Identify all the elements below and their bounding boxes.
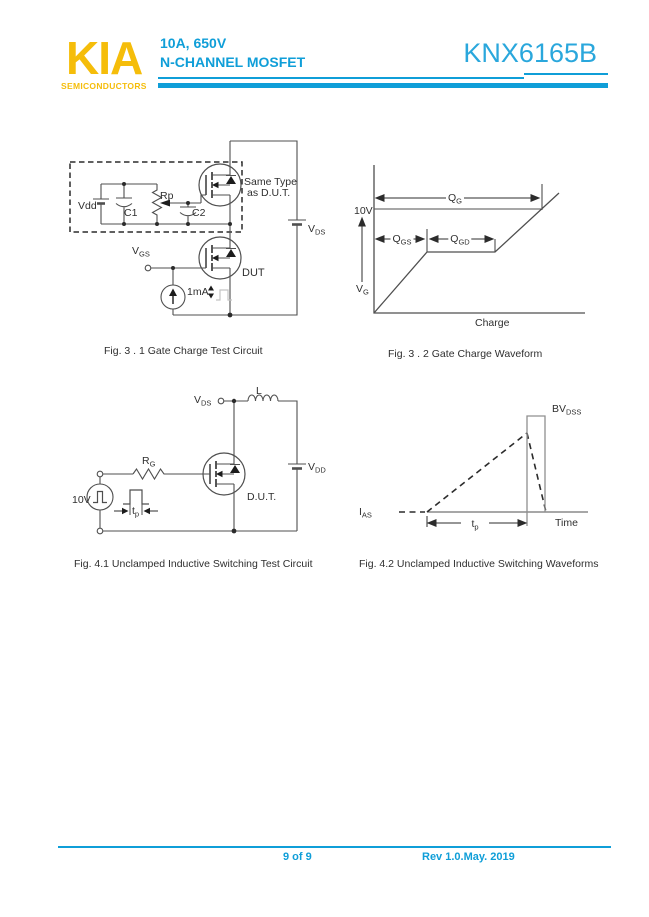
gate-charge-test-circuit-drawing	[60, 128, 350, 338]
tp-label: $t_p$	[471, 518, 479, 532]
vgs-terminal	[145, 265, 151, 271]
inductor-label: L	[256, 385, 262, 397]
charge-axis-label: Charge	[475, 317, 510, 329]
same-type-label-line1: Same Type	[244, 176, 297, 188]
fig41-container	[60, 385, 350, 550]
fig42-container	[355, 395, 610, 540]
vg-axis-label: $V_G$	[356, 283, 369, 297]
ias-label: $I_{AS}$	[359, 506, 372, 520]
part-number: KNX6165B	[463, 38, 597, 68]
time-axis-label: Time	[555, 517, 578, 529]
bvdss-label: $BV_{DSS}$	[552, 403, 582, 417]
same-type-label-line2: as D.U.T.	[247, 187, 291, 199]
vds-label: $V_{DS}$	[194, 394, 212, 408]
vgs-label: $V_{GS}$	[132, 245, 150, 259]
rating-line-2: N-CHANNEL MOSFET	[160, 54, 306, 70]
voltage-pulse	[527, 416, 545, 526]
header-rule-thick	[158, 83, 608, 88]
mosfet-same-type-symbol	[199, 164, 241, 206]
fig32-container	[352, 150, 610, 340]
fig42-caption: Fig. 4.2 Unclamped Inductive Switching Waveforms	[359, 558, 599, 570]
dut-label: DUT	[242, 267, 265, 279]
fig41-wires	[100, 395, 306, 531]
current-source-label: 1mA	[187, 286, 209, 298]
c2-label: C2	[192, 207, 206, 219]
vdd-label: $V_{DD}$	[308, 461, 326, 475]
revision: Rev 1.0.May. 2019	[422, 851, 515, 863]
pulse-glyph	[208, 286, 232, 301]
fig31-container	[60, 128, 350, 338]
mosfet-dut-symbol	[199, 237, 241, 279]
vdd-label: Vdd	[78, 200, 97, 212]
pulse-voltage-label: 10V	[72, 494, 91, 506]
footer-rule	[58, 846, 611, 848]
page-number: 9 of 9	[283, 851, 312, 863]
current-source-symbol	[161, 285, 185, 309]
qgs-label: $Q_{GS}$	[392, 233, 412, 247]
dut-label: D.U.T.	[247, 491, 277, 503]
header-rule-thin-left	[158, 77, 524, 79]
fig31-caption: Fig. 3 . 1 Gate Charge Test Circuit	[104, 345, 263, 357]
pulse-generator-symbol	[87, 484, 113, 510]
inductor-symbol	[248, 395, 278, 401]
rg-label: $R_G$	[142, 455, 156, 469]
qg-label: $Q_G$	[447, 192, 463, 206]
tp-label: $t_p$	[132, 505, 140, 519]
rating-line-1: 10A, 650V	[160, 35, 227, 51]
qgd-label: $Q_{GD}$	[450, 233, 470, 247]
current-waveform	[399, 433, 546, 512]
rp-label: Rp	[160, 190, 174, 202]
uis-test-circuit-drawing	[60, 385, 350, 550]
gate-voltage-curve	[374, 193, 559, 313]
gate-voltage-level-label: 10V	[354, 205, 373, 217]
fig41-caption: Fig. 4.1 Unclamped Inductive Switching Test Circuit	[74, 558, 313, 570]
c1-label: C1	[124, 207, 138, 219]
header-rule-thin-right	[524, 73, 608, 75]
kia-logo: KIA	[66, 32, 143, 84]
fig32-caption: Fig. 3 . 2 Gate Charge Waveform	[388, 348, 543, 360]
logo-subtext: SEMICONDUCTORS	[61, 81, 147, 91]
vds-label: $V_{DS}$	[308, 223, 326, 237]
gate-resistor-symbol	[133, 469, 210, 479]
